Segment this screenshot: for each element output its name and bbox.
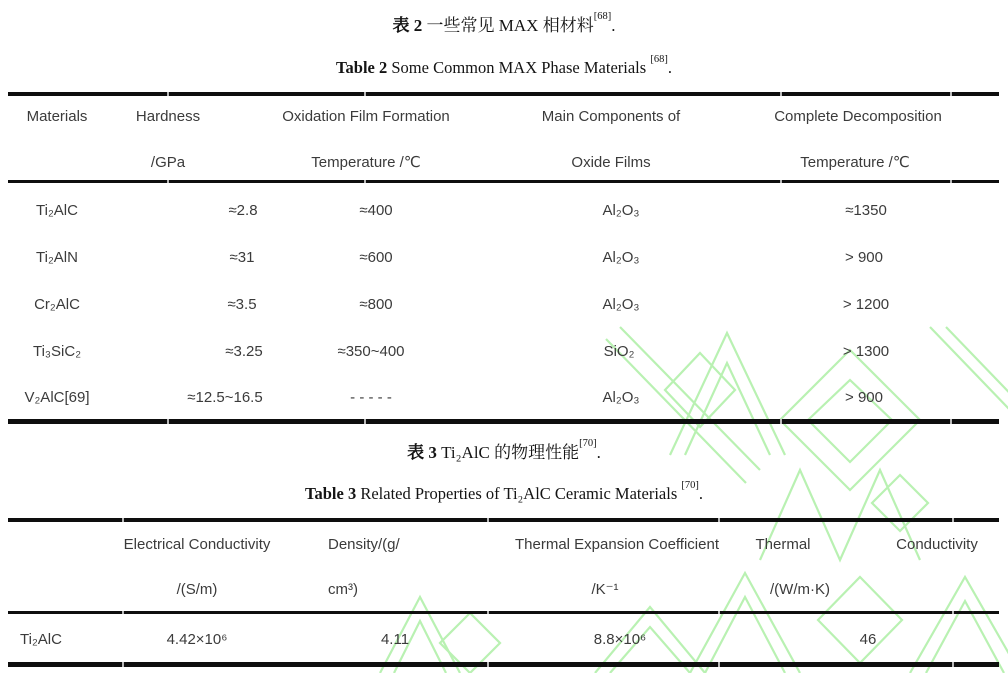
table3-bottom-rule — [8, 662, 999, 667]
reference-superscript: [68] — [650, 53, 668, 65]
table2-title-zh-text: 一些常见 MAX 相材料 — [422, 16, 594, 35]
table2-top-rule — [8, 92, 999, 96]
table2-header-decomposition: Complete Decomposition — [774, 108, 942, 125]
table2-header-hardness: Hardness — [135, 108, 201, 125]
table2-header-temp1: Temperature /℃ — [311, 154, 421, 171]
table2-cell: Ti₃SiC₂ — [32, 343, 82, 360]
table2-cell: ≈1350 — [845, 202, 887, 219]
table2-cell: SiO₂ — [603, 343, 635, 360]
table3-header-sm: /(S/m) — [176, 581, 218, 598]
table3-header-electrical: Electrical Conductivity — [123, 536, 271, 553]
table3-top-rule — [8, 518, 999, 522]
table2-cell: Al₂O₃ — [602, 202, 640, 219]
table3-header-cm3: cm³) — [328, 581, 358, 598]
table2-cell: Al₂O₃ — [602, 296, 640, 313]
table3-cell: 8.8×10⁶ — [593, 631, 647, 648]
table2-cell: V₂AlC[69] — [24, 389, 90, 406]
table2-cell: ≈350~400 — [337, 343, 405, 360]
table2-cell: ≈2.8 — [228, 202, 258, 219]
title-period: . — [698, 484, 703, 503]
table2-cell: ≈3.25 — [225, 343, 263, 360]
reference-superscript: [70] — [579, 438, 597, 450]
table2-cell: - - - - - — [350, 389, 392, 406]
table2-title-zh — [0, 11, 1008, 36]
title-period: . — [611, 16, 616, 35]
table2-cell: Ti₂AlC — [36, 202, 78, 219]
table2-bottom-rule — [8, 419, 999, 424]
table3-cell: 4.11 — [380, 631, 410, 648]
table2-cell: ≈400 — [359, 202, 393, 219]
title-period: . — [596, 443, 601, 462]
table2-cell: ≈12.5~16.5 — [187, 389, 263, 406]
table2-cell: ≈31 — [229, 249, 255, 266]
table3-header-rule — [8, 611, 999, 614]
table2-title-zh-label: 表 2 — [392, 16, 423, 35]
table2-cell: > 1200 — [842, 296, 890, 313]
table2-title-en-text: Some Common MAX Phase Materials — [387, 58, 651, 77]
table3-title-en-label: Table 3 — [305, 484, 357, 503]
table2-header-rule — [8, 180, 999, 183]
table2-cell: ≈800 — [359, 296, 393, 313]
table2-header-oxidefilms: Oxide Films — [571, 154, 651, 171]
table2-cell: > 900 — [845, 389, 883, 406]
table2-cell: > 900 — [845, 249, 883, 266]
table2-header-materials: Materials — [26, 108, 88, 125]
table2-cell: Al₂O₃ — [602, 389, 640, 406]
table2-header-temp2: Temperature /℃ — [800, 154, 910, 171]
table2-cell: ≈3.5 — [227, 296, 257, 313]
table3-cell: 46 — [859, 631, 877, 648]
table2-cell: Ti₂AlN — [36, 249, 78, 266]
table3-title-en — [0, 479, 1008, 504]
table3-header-expansion: Thermal Expansion Coefficient — [515, 536, 719, 553]
title-period: . — [667, 58, 672, 77]
table2-header-oxidation: Oxidation Film Formation — [282, 108, 450, 125]
table3-header-k: /K⁻¹ — [591, 581, 619, 598]
table3-header-thermal: Thermal — [755, 536, 811, 553]
table3-cell: 4.42×10⁶ — [166, 631, 228, 648]
table2-cell: ≈600 — [359, 249, 393, 266]
table2-header-gpa: /GPa — [150, 154, 186, 171]
table3-title-zh-label: 表 3 — [407, 443, 437, 462]
table2-cell: Al₂O₃ — [602, 249, 640, 266]
table2-title-en-label: Table 2 — [336, 58, 388, 77]
table3-cell: Ti₂AlC — [20, 631, 62, 648]
table3-header-wmk: /(W/m·K) — [770, 581, 830, 598]
table2-cell: > 1300 — [842, 343, 890, 360]
reference-superscript: [68] — [593, 11, 612, 23]
reference-superscript: [70] — [681, 479, 699, 491]
table2-cell: Cr₂AlC — [34, 296, 80, 313]
table3-title-zh — [0, 438, 1008, 463]
table2-title-en — [0, 53, 1008, 78]
table2-header-components: Main Components of — [541, 108, 681, 125]
table3-header-density: Density/(g/ — [328, 536, 400, 553]
table3-header-conductivity: Conductivity — [896, 536, 978, 553]
table3-title-zh-text: Ti₂AlC 的物理性能 — [436, 443, 580, 462]
table3-title-en-text: Related Properties of Ti₂AlC Ceramic Materials — [356, 484, 682, 503]
